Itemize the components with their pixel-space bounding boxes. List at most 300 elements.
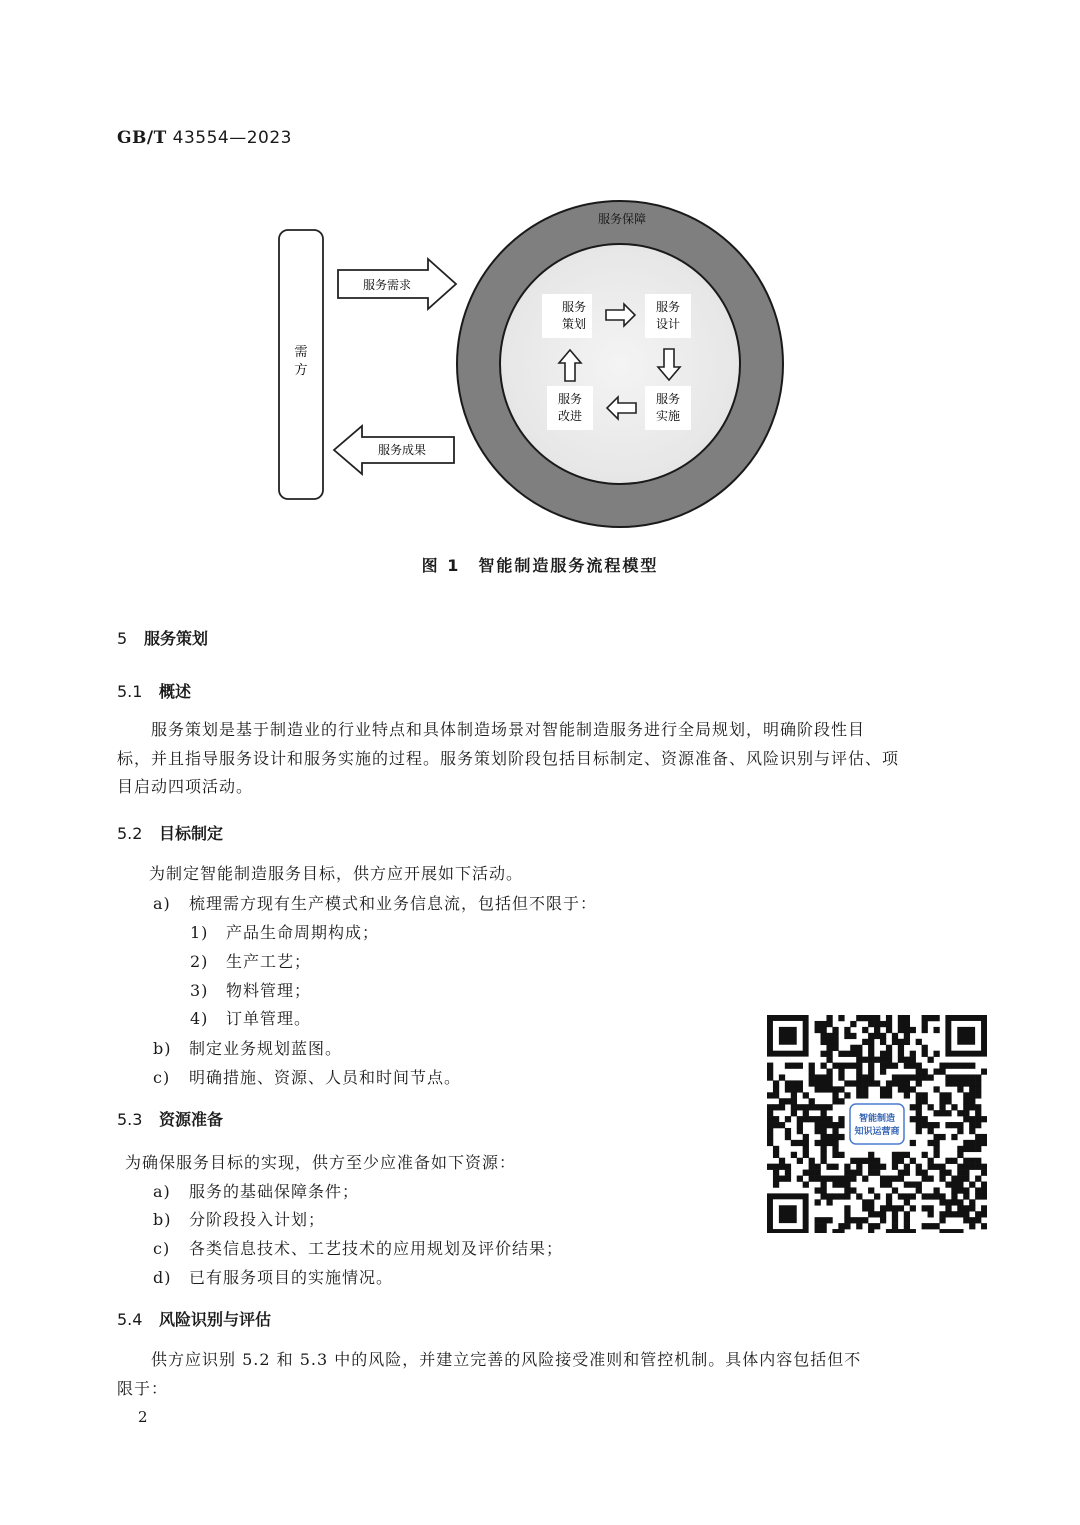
qr-module — [904, 1164, 910, 1170]
qr-module — [904, 1027, 910, 1033]
step-plan-line2: 策划 — [561, 317, 587, 331]
qr-module — [963, 1187, 969, 1193]
qr-module — [850, 1045, 856, 1051]
qr-module — [862, 1015, 868, 1021]
qr-module — [975, 1164, 981, 1170]
qr-module — [868, 1074, 874, 1080]
qr-module — [844, 1211, 850, 1217]
qr-module — [856, 1092, 862, 1098]
qr-module — [910, 1205, 916, 1211]
list-text: 梳理需方现有生产模式和业务信息流，包括但不限于： — [189, 894, 598, 913]
qr-module — [880, 1086, 886, 1092]
qr-module — [850, 1051, 856, 1057]
qr-module — [939, 1134, 945, 1140]
qr-module — [809, 1074, 815, 1080]
qr-module — [856, 1193, 862, 1199]
qr-module — [874, 1158, 880, 1164]
qr-module — [886, 1051, 892, 1057]
qr-module — [767, 1063, 773, 1069]
qr-module — [933, 1164, 939, 1170]
qr-module — [856, 1080, 862, 1086]
list-item-c — [153, 1065, 461, 1088]
qr-module — [939, 1211, 945, 1217]
qr-module — [969, 1199, 975, 1205]
qr-module — [916, 1098, 922, 1104]
qr-module — [826, 1140, 832, 1146]
qr-module — [981, 1223, 987, 1229]
qr-module — [945, 1199, 951, 1205]
qr-module — [898, 1080, 904, 1086]
qr-module — [928, 1205, 934, 1211]
qr-module — [975, 1217, 981, 1223]
qr-module — [904, 1217, 910, 1223]
qr-module — [957, 1080, 963, 1086]
list-item-a — [153, 1179, 359, 1202]
qr-module — [939, 1170, 945, 1176]
qr-module — [862, 1158, 868, 1164]
qr-module — [963, 1063, 969, 1069]
qr-module — [791, 1110, 797, 1116]
qr-module — [773, 1104, 779, 1110]
qr-module — [868, 1015, 874, 1021]
qr-module — [779, 1098, 785, 1104]
qr-module — [928, 1122, 934, 1128]
qr-module — [880, 1217, 886, 1223]
step-design-line1: 服务 — [655, 300, 681, 314]
qr-module — [939, 1092, 945, 1098]
qr-module — [939, 1217, 945, 1223]
qr-finder-pattern — [779, 1205, 797, 1223]
qr-module — [826, 1057, 832, 1063]
qr-module — [821, 1152, 827, 1158]
qr-module — [957, 1181, 963, 1187]
qr-module — [892, 1158, 898, 1164]
qr-module — [951, 1074, 957, 1080]
qr-module — [797, 1128, 803, 1134]
qr-module — [880, 1069, 886, 1075]
qr-module — [832, 1086, 838, 1092]
qr-module — [939, 1193, 945, 1199]
qr-module — [838, 1193, 844, 1199]
qr-module — [791, 1063, 797, 1069]
list-text: 生产工艺； — [226, 952, 312, 971]
standard-prefix: GB/T — [117, 128, 167, 148]
qr-module — [886, 1080, 892, 1086]
qr-module — [886, 1063, 892, 1069]
qr-module — [922, 1021, 928, 1027]
qr-module — [773, 1152, 779, 1158]
qr-module — [969, 1086, 975, 1092]
qr-module — [838, 1229, 844, 1233]
qr-module — [969, 1098, 975, 1104]
qr-module — [904, 1063, 910, 1069]
qr-module — [797, 1063, 803, 1069]
qr-module — [963, 1140, 969, 1146]
qr-module — [963, 1211, 969, 1217]
qr-module — [945, 1098, 951, 1104]
qr-module — [809, 1104, 815, 1110]
qr-module — [892, 1229, 898, 1233]
qr-module — [826, 1074, 832, 1080]
qr-module — [922, 1074, 928, 1080]
qr-module — [969, 1080, 975, 1086]
qr-module — [898, 1021, 904, 1027]
qr-module — [939, 1098, 945, 1104]
qr-module — [904, 1211, 910, 1217]
qr-module — [868, 1080, 874, 1086]
qr-module — [856, 1051, 862, 1057]
qr-module — [910, 1063, 916, 1069]
qr-module — [975, 1110, 981, 1116]
qr-module — [916, 1069, 922, 1075]
qr-module — [779, 1158, 785, 1164]
qr-module — [844, 1092, 850, 1098]
qr-module — [945, 1211, 951, 1217]
qr-module — [826, 1080, 832, 1086]
qr-module — [791, 1080, 797, 1086]
qr-module — [844, 1170, 850, 1176]
qr-module — [785, 1080, 791, 1086]
qr-module — [904, 1092, 910, 1098]
qr-module — [826, 1039, 832, 1045]
qr-module — [945, 1205, 951, 1211]
qr-module — [803, 1181, 809, 1187]
qr-module — [868, 1205, 874, 1211]
qr-module — [933, 1193, 939, 1199]
qr-module — [880, 1164, 886, 1170]
qr-module — [767, 1140, 773, 1146]
section-5-2-number: 5.2 — [117, 824, 143, 843]
qr-module — [892, 1033, 898, 1039]
qr-module — [886, 1176, 892, 1182]
qr-module — [785, 1116, 791, 1122]
qr-module — [910, 1140, 916, 1146]
qr-module — [916, 1128, 922, 1134]
qr-module — [892, 1176, 898, 1182]
qr-module — [809, 1069, 815, 1075]
qr-module — [969, 1217, 975, 1223]
qr-module — [933, 1134, 939, 1140]
qr-module — [797, 1086, 803, 1092]
qr-module — [815, 1074, 821, 1080]
qr-module — [844, 1223, 850, 1229]
qr-module — [904, 1033, 910, 1039]
qr-module — [815, 1176, 821, 1182]
qr-module — [868, 1069, 874, 1075]
qr-module — [945, 1181, 951, 1187]
qr-module — [963, 1170, 969, 1176]
qr-module — [832, 1164, 838, 1170]
qr-module — [910, 1116, 916, 1122]
qr-module — [838, 1181, 844, 1187]
qr-module — [868, 1021, 874, 1027]
qr-module — [862, 1176, 868, 1182]
qr-module — [868, 1223, 874, 1229]
service-guarantee-label: 服务保障 — [597, 212, 647, 226]
qr-module — [916, 1080, 922, 1086]
qr-module — [862, 1199, 868, 1205]
qr-module — [838, 1223, 844, 1229]
qr-module — [791, 1104, 797, 1110]
qr-module — [981, 1205, 987, 1211]
qr-module — [957, 1128, 963, 1134]
qr-module — [838, 1069, 844, 1075]
qr-module — [922, 1152, 928, 1158]
qr-module — [963, 1092, 969, 1098]
qr-module — [969, 1158, 975, 1164]
qr-module — [826, 1122, 832, 1128]
qr-module — [975, 1134, 981, 1140]
qr-module — [898, 1205, 904, 1211]
qr-module — [975, 1122, 981, 1128]
qr-module — [874, 1027, 880, 1033]
qr-module — [809, 1176, 815, 1182]
qr-module — [791, 1140, 797, 1146]
qr-module — [963, 1193, 969, 1199]
paragraph-line: 供方应识别 5.2 和 5.3 中的风险，并建立完善的风险接受准则和管控机制。具体内容包括但不 — [117, 1350, 862, 1369]
qr-module — [779, 1122, 785, 1128]
qr-module — [785, 1134, 791, 1140]
qr-module — [910, 1181, 916, 1187]
qr-module — [856, 1170, 862, 1176]
section-5-3-heading — [117, 1107, 223, 1130]
qr-module — [904, 1199, 910, 1205]
qr-module — [832, 1098, 838, 1104]
qr-module — [821, 1063, 827, 1069]
qr-module — [838, 1098, 844, 1104]
qr-module — [856, 1015, 862, 1021]
qr-module — [963, 1158, 969, 1164]
qr-module — [832, 1140, 838, 1146]
qr-module — [844, 1063, 850, 1069]
qr-module — [981, 1181, 987, 1187]
qr-module — [957, 1152, 963, 1158]
qr-module — [939, 1229, 945, 1233]
qr-finder-pattern — [779, 1027, 797, 1045]
qr-module — [922, 1045, 928, 1051]
qr-module — [951, 1104, 957, 1110]
qr-module — [844, 1217, 850, 1223]
list-item-b — [153, 1036, 342, 1059]
qr-module — [767, 1092, 773, 1098]
qr-module — [928, 1140, 934, 1146]
section-5-title: 服务策划 — [144, 629, 209, 648]
qr-module — [815, 1164, 821, 1170]
qr-module — [922, 1176, 928, 1182]
qr-module — [791, 1086, 797, 1092]
qr-module — [862, 1057, 868, 1063]
qr-module — [832, 1045, 838, 1051]
qr-module — [880, 1063, 886, 1069]
qr-module — [916, 1104, 922, 1110]
list-item-c — [153, 1236, 563, 1259]
qr-module — [898, 1051, 904, 1057]
qr-module — [963, 1146, 969, 1152]
qr-module — [981, 1134, 987, 1140]
qr-module — [939, 1164, 945, 1170]
qr-module — [874, 1164, 880, 1170]
qr-module — [832, 1063, 838, 1069]
step-implement-line2: 实施 — [655, 409, 681, 423]
qr-module — [826, 1086, 832, 1092]
qr-module — [844, 1176, 850, 1182]
qr-module — [928, 1104, 934, 1110]
qr-module — [957, 1122, 963, 1128]
qr-module — [981, 1140, 987, 1146]
section-5-4-paragraph — [117, 1346, 977, 1403]
qr-module — [933, 1223, 939, 1229]
qr-module — [928, 1074, 934, 1080]
qr-module — [922, 1015, 928, 1021]
qr-module — [951, 1193, 957, 1199]
qr-module — [779, 1104, 785, 1110]
list-text: 产品生命周期构成； — [226, 923, 380, 942]
qr-module — [821, 1086, 827, 1092]
qr-module — [856, 1086, 862, 1092]
qr-module — [868, 1063, 874, 1069]
qr-module — [922, 1122, 928, 1128]
qr-module — [939, 1110, 945, 1116]
qr-module — [963, 1205, 969, 1211]
qr-module — [832, 1122, 838, 1128]
qr-module — [844, 1033, 850, 1039]
qr-module — [809, 1063, 815, 1069]
qr-module — [868, 1033, 874, 1039]
qr-module — [821, 1110, 827, 1116]
list-text: 订单管理。 — [226, 1009, 312, 1028]
qr-module — [803, 1110, 809, 1116]
qr-logo-line2: 知识运营商 — [854, 1127, 900, 1137]
qr-module — [886, 1086, 892, 1092]
qr-module — [957, 1211, 963, 1217]
section-5-4-heading — [117, 1307, 271, 1330]
qr-module — [838, 1051, 844, 1057]
qr-code[interactable] — [767, 1015, 987, 1233]
qr-module — [963, 1074, 969, 1080]
qr-module — [838, 1152, 844, 1158]
qr-module — [880, 1092, 886, 1098]
qr-module — [850, 1217, 856, 1223]
qr-module — [850, 1080, 856, 1086]
list-text: 制定业务规划蓝图。 — [189, 1039, 343, 1058]
qr-module — [832, 1033, 838, 1039]
qr-module — [975, 1080, 981, 1086]
step-plan-line1: 服务 — [561, 300, 587, 314]
qr-module — [939, 1199, 945, 1205]
qr-module — [838, 1086, 844, 1092]
qr-module — [975, 1146, 981, 1152]
qr-module — [916, 1116, 922, 1122]
qr-module — [981, 1170, 987, 1176]
qr-module — [809, 1170, 815, 1176]
qr-module — [785, 1170, 791, 1176]
qr-module — [981, 1211, 987, 1217]
list-marker: b) — [153, 1039, 172, 1058]
qr-module — [886, 1205, 892, 1211]
qr-module — [773, 1116, 779, 1122]
qr-module — [910, 1027, 916, 1033]
qr-module — [868, 1045, 874, 1051]
qr-module — [957, 1176, 963, 1182]
qr-module — [898, 1176, 904, 1182]
qr-module — [815, 1086, 821, 1092]
sub-list-item-2 — [190, 949, 311, 972]
qr-module — [892, 1223, 898, 1229]
qr-module — [821, 1039, 827, 1045]
qr-module — [880, 1205, 886, 1211]
qr-module — [850, 1033, 856, 1039]
list-text: 已有服务项目的实施情况。 — [189, 1268, 394, 1287]
sub-list-item-4 — [190, 1006, 311, 1029]
qr-module — [904, 1057, 910, 1063]
qr-module — [856, 1164, 862, 1170]
qr-module — [815, 1223, 821, 1229]
list-marker: b) — [153, 1210, 172, 1229]
qr-module — [821, 1181, 827, 1187]
qr-module — [981, 1069, 987, 1075]
qr-module — [975, 1116, 981, 1122]
qr-module — [821, 1080, 827, 1086]
qr-module — [904, 1181, 910, 1187]
qr-module — [809, 1098, 815, 1104]
qr-module — [922, 1092, 928, 1098]
qr-module — [862, 1205, 868, 1211]
demand-side-char-2: 方 — [294, 363, 308, 378]
qr-module — [904, 1152, 910, 1158]
section-5-3-number: 5.3 — [117, 1110, 143, 1129]
qr-module — [826, 1015, 832, 1021]
qr-module — [821, 1229, 827, 1233]
qr-module — [933, 1015, 939, 1021]
qr-module — [826, 1116, 832, 1122]
section-5-1-title: 概述 — [159, 682, 192, 701]
qr-module — [916, 1074, 922, 1080]
qr-module — [856, 1158, 862, 1164]
qr-module — [785, 1128, 791, 1134]
qr-module — [779, 1074, 785, 1080]
qr-module — [826, 1193, 832, 1199]
step-improve-line2: 改进 — [557, 409, 583, 423]
qr-module — [797, 1122, 803, 1128]
paragraph-line: 限于： — [117, 1378, 169, 1398]
qr-module — [874, 1080, 880, 1086]
qr-module — [969, 1181, 975, 1187]
qr-module — [821, 1021, 827, 1027]
qr-module — [957, 1205, 963, 1211]
qr-module — [832, 1128, 838, 1134]
list-text: 物料管理； — [226, 981, 312, 1000]
qr-module — [969, 1092, 975, 1098]
qr-module — [951, 1187, 957, 1193]
qr-module — [945, 1080, 951, 1086]
qr-module — [832, 1181, 838, 1187]
qr-module — [945, 1122, 951, 1128]
list-item-b — [153, 1207, 325, 1230]
qr-module — [767, 1110, 773, 1116]
qr-module — [957, 1074, 963, 1080]
qr-module — [844, 1181, 850, 1187]
qr-module — [963, 1104, 969, 1110]
qr-module — [821, 1146, 827, 1152]
list-item-a — [153, 891, 597, 914]
qr-module — [803, 1140, 809, 1146]
qr-module — [868, 1051, 874, 1057]
qr-module — [922, 1051, 928, 1057]
qr-module — [779, 1164, 785, 1170]
qr-module — [880, 1033, 886, 1039]
qr-module — [773, 1164, 779, 1170]
qr-module — [975, 1193, 981, 1199]
